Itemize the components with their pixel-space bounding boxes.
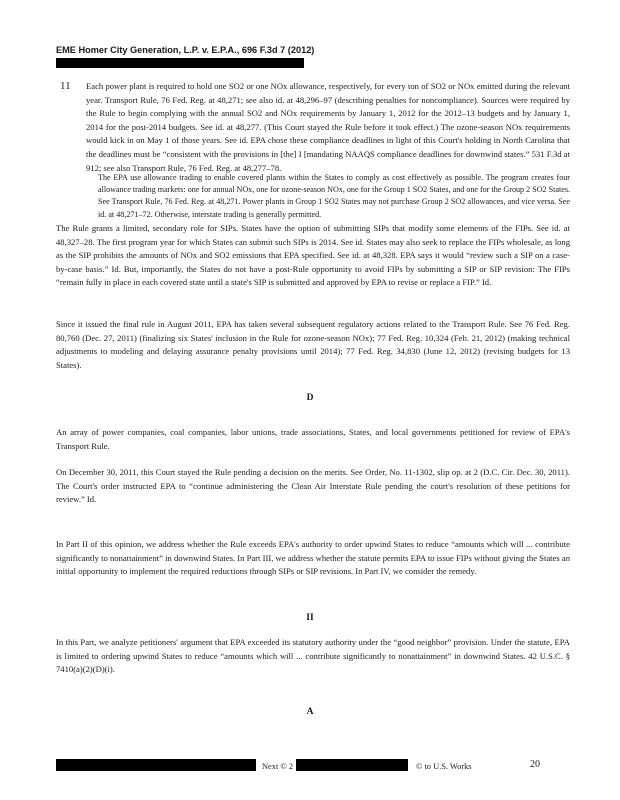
- footnote-subtext: The EPA use allowance trading to enable covered plants within the States to comply as cost effectively as possible. The program creates four allowance trading markets: one for annual NOx, one for ozone-season NOx, one for the Group 1 SO2 States, and one for the Group 2 SO2 States. See Transport Rule, 76 Fed. Reg. at 48,271. Power plants in Group 1 SO2 States may not purchase Group 2 SO2 allowances, and vice versa. See id. at 48,271–72. Otherwise, interstate trading is generally permitted.: [98, 173, 570, 219]
- footnote-text: Each power plant is required to hold one SO2 or one NOx allowance, respectively, for every ton of SO2 or NOx emitted during the relevant year. Transport Rule, 76 Fed. Reg. at 48,271; see also id. at 48,296–97 (describing penalties for noncompliance). Sources were required by the Rule to begin complying with the annual SO2 and NOx requirements by January 1, 2012 for the 2012–13 budgets and by January 1, 2014 for the post-2014 budgets. See id. at 48,277. (This Court stayed the Rule before it took effect.) The ozone-season NOx requirements would kick in on May 1 of those years. See id. EPA chose these compliance deadlines in light of this Court's holding in North Carolina that the deadlines must be “consistent with the provisions in [the] I [mandating NAAQS compliance deadlines for downwind states.” 531 F.3d at 912; see also Transport Rule, 76 Fed. Reg. at 48,277–78.: [86, 81, 570, 173]
- paragraph: On December 30, 2011, this Court stayed the Rule pending a decision on the merits. See Order, No. 11-1302, slip op. at 2 (D.C. Cir. Dec. 30, 2011). The Court's order instructed EPA to “continue administering the Clean Air Interstate Rule pending the court's resolution of these petitions for review.” Id.: [56, 467, 570, 505]
- footer-mid-text: © to U.S. Works: [416, 762, 472, 771]
- paragraph: Since it issued the final rule in August 2011, EPA has taken several subsequent regulatory actions related to the Transport Rule. See 76 Fed. Reg. 80,760 (Dec. 27, 2011) (finalizing six States' inclusion in the Rule for ozone-season NOx); 77 Fed. Reg. 10,324 (Feb. 21, 2012) (making technical adjustments to modeling and delaying assurance penalty provisions until 2014); 77 Fed. Reg. 34,830 (June 12, 2012) (revising budgets for 13 States).: [56, 319, 570, 370]
- redaction-bar: [56, 759, 256, 771]
- redaction-bar: [296, 759, 408, 771]
- footnote-number: 11: [60, 80, 71, 92]
- paragraph: The Rule grants a limited, secondary role for SIPs. States have the option of submitting SIPs that modify some elements of the FIPs. See id. at 48,327–28. The first program year for which States can submit such SIPs is 2014. See id. States may also seek to replace the FIPs wholesale, as long as the SIP prohibits the amounts of NOx and SO2 emissions that EPA specified. See id. at 48,328. EPA says it would “review such a SIP on a case-by-case basis.” Id. But, importantly, the States do not have a post-Rule opportunity to avoid FIPs by submitting a SIP or SIP revision: The FIPs “remain fully in place in each covered state until a state's SIP is submitted and approved by EPA to revise or replace a FIP.” Id.: [56, 223, 570, 288]
- paragraph: In this Part, we analyze petitioners' argument that EPA exceeded its statutory authority under the “good neighbor” provision. Under the statute, EPA is limited to ordering upwind States to reduce “amounts which will ... contribute significantly to nonattainment” in downwind States. 42 U.S.C. § 7410(a)(2)(D)(i).: [56, 637, 570, 675]
- footer-left-text: Next © 2: [262, 762, 294, 771]
- paragraph: In Part II of this opinion, we address whether the Rule exceeds EPA's authority to order upwind States to reduce “amounts which will ... contribute significantly to nonattainment” in downwind States. In Part III, we address whether the statute permits EPA to issue FIPs without giving the States an initial opportunity to implement the required reductions through SIPs or SIP revisions. In Part IV, we consider the remedy.: [56, 539, 570, 577]
- case-header: EME Homer City Generation, L.P. v. E.P.A., 696 F.3d 7 (2012): [56, 45, 315, 55]
- section-heading-a: A: [306, 707, 314, 717]
- section-heading-d: D: [306, 393, 314, 403]
- page-number: 20: [530, 759, 540, 770]
- redaction-bar: [56, 58, 304, 68]
- section-heading-ii: II: [306, 613, 314, 623]
- paragraph: An array of power companies, coal companies, labor unions, trade associations, States, and local governments petitioned for review of EPA's Transport Rule.: [56, 427, 570, 451]
